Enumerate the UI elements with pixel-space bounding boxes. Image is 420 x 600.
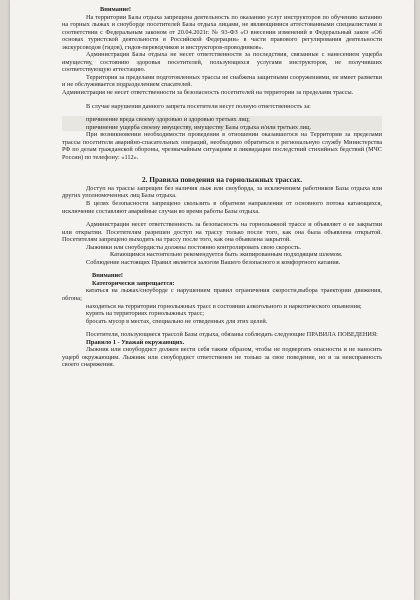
paragraph-offpiste-territory: Территория за пределами подготовленных трассы не снабжена защитными сооружениями, не имеет разметки и не обслуживается подразделением спасателей. xyxy=(62,73,382,89)
list-item-property-damage: причинение ущерба своему имуществу, имуществу Базы отдыха и/или третьих лиц. xyxy=(62,124,382,132)
forbidden-item-litter: бросать мусор в местах, специально не отведенных для этих целей. xyxy=(86,317,268,325)
document-page xyxy=(10,0,414,600)
paragraph-liability-instructors: Администрация Базы отдыха не несет ответственности за последствия, связанные с нанесением ущерба имуществу, состоянию здоровья посетителей, пользующихся услугами инструкторов, не получивших соответствующую аттестацию. xyxy=(62,51,382,74)
paragraph-slope-access: Доступ на трассы запрещен без наличия лыж или сноуборда, за исключением работников Базы отдыха или других уполномоченных лиц Базы отдыха. xyxy=(62,184,382,200)
list-item-health-harm: причинение вреда своему здоровью и здоровью третьих лиц; xyxy=(62,116,382,124)
attention-heading-2: Внимание! xyxy=(92,272,123,280)
paragraph-violation-liability: В случае нарушения данного запрета посетители несут полную ответственность за: xyxy=(86,102,311,110)
paragraph-compliance: Соблюдение настоящих Правил является залогом Вашего безопасного и комфортного катания. xyxy=(86,258,341,266)
forbidden-item-intoxication: находиться на территории горнолыжных трасс в состоянии алкогольного и наркотического опьянения; xyxy=(86,302,362,310)
paragraph-instructors-ban: На территории Базы отдыха запрещена деятельность по оказанию услуг инструкторов по обучению катанию на горных лыжах и сноуборде посетителей Базы отдыха лицами, не являющимися аттестованными специалистами в соответствии с Федеральным законом от 20.04.2021г. № 93-ФЗ «О внесении изменений в Федеральный закон «Об основах туристской деятельности в Российской Федерации» в части правового регулирования деятельности экскурсоводов (гидов), гидов-переводчиков и инструкторов-проводников». xyxy=(62,13,382,51)
forbidden-heading: Категорически запрещается: xyxy=(92,279,175,287)
section-2-title: 2. Правила поведения на горнолыжных трассах. xyxy=(141,175,303,185)
paragraph-rules-intro: Посетители, пользующиеся трассой Базы отдыха, обязаны соблюдать следующие ПРАВИЛА ПОВЕДЕНИЯ: xyxy=(86,331,378,339)
paragraph-reverse-direction: В целях безопасности запрещено скользить в обратном направлении от основного потока катающихся, исключение составляют аварийные случаи во время работы Базы отдыха. xyxy=(62,199,382,215)
paragraph-helmet: Катающимся настоятельно рекомендуется быть экипированным подходящим шлемом. xyxy=(110,251,343,259)
paragraph-rescue-contact: При возникновении необходимости проведения в отношении оказавшегося на Территории за пределами трассы посетителя аварийно-спасательных операций, необходимо обратиться в региональную службу Министерства РФ по делам гражданской обороны, чрезвычайным ситуациям и ликвидации последствий стихийных бедствий (МЧС России) по телефону: «112». xyxy=(62,131,382,161)
paragraph-offpiste-liability: Администрация не несет ответственности за безопасность посетителей на территории за пределами трассы. xyxy=(62,89,354,97)
rule-1-text: Лыжник или сноубордист должен вести себя таким образом, чтобы не подвергать опасности и не наносить ущерб окружающим. Лыжник или сноубордист ответственен не только за свое поведение, но и за неисправность своего снаряжения. xyxy=(62,346,382,369)
document-body xyxy=(62,6,382,369)
paragraph-speed-control: Лыжники или сноубордисты должны постоянно контролировать свою скорость. xyxy=(86,243,302,251)
forbidden-item-speed: кататься на лыжах/сноуборде с нарушением правил ограничения скорости,выбора траектории движения, обгона; xyxy=(62,287,382,302)
rule-1-title: Правило 1 - Уважай окружающих. xyxy=(86,338,185,346)
attention-heading: Внимание! xyxy=(100,6,131,13)
forbidden-item-smoking: курить на территориях горнолыжных трасс; xyxy=(86,310,205,318)
paragraph-slope-open-close: Администрация несет ответственность за безопасность на горнолыжной трассе и объявляет о ее закрытии или открытии. Посетителям разрешен доступ на трассу только после того, как она была объявлена открытой. Посетителям запрещено выходить на трассу после того, как она объявлена закрытой. xyxy=(62,221,382,244)
